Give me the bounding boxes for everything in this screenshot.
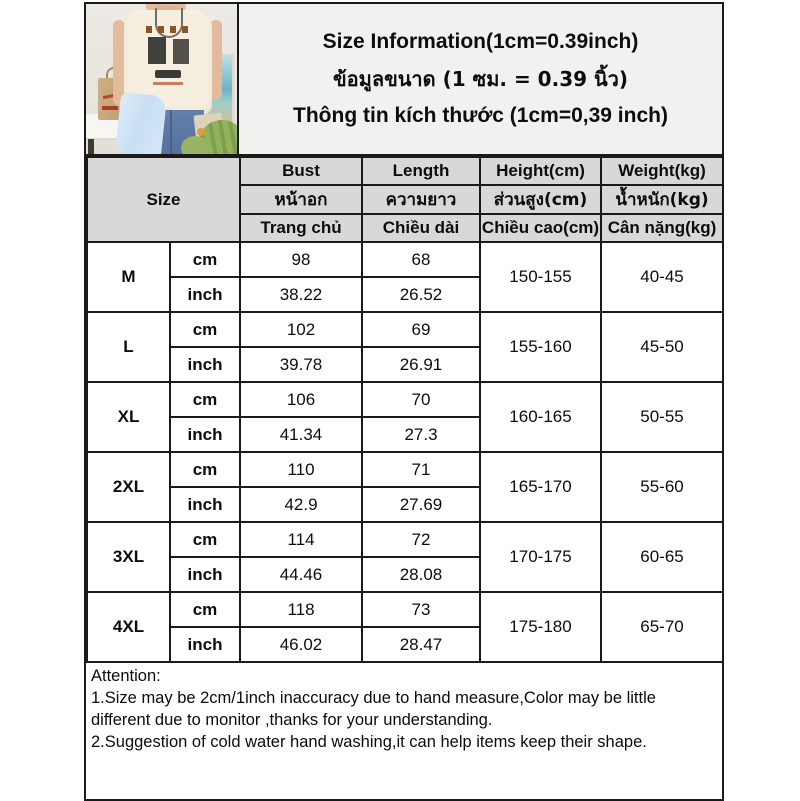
title-block — [237, 4, 722, 154]
unit-inch: inch — [170, 487, 240, 522]
bust-cm-value: 102 — [240, 312, 362, 347]
col-header-bust-vi: Trang chủ — [240, 214, 362, 242]
size-label-4xl: 4XL — [87, 592, 170, 662]
unit-cm: cm — [170, 382, 240, 417]
bust-cm-value: 118 — [240, 592, 362, 627]
col-header-bust-en: Bust — [240, 157, 362, 185]
print-letters — [146, 26, 192, 33]
table-row — [87, 592, 723, 627]
height-range: 150-155 — [480, 242, 601, 312]
paper-bag-print — [102, 106, 118, 110]
attention-heading: Attention: — [91, 667, 161, 685]
print-photo-patch — [148, 37, 166, 64]
size-label-2xl: 2XL — [87, 452, 170, 522]
bust-inch-value: 44.46 — [240, 557, 362, 592]
title-vietnamese: Thông tin kích thước (1cm=0,39 inch) — [293, 104, 668, 127]
green-melon — [181, 136, 209, 154]
jeans-seam — [170, 110, 172, 154]
size-table — [86, 156, 724, 663]
col-header-height-vi: Chiều cao(cm) — [480, 214, 601, 242]
orange-accent — [197, 128, 205, 136]
length-cm-value: 68 — [362, 242, 480, 277]
unit-inch: inch — [170, 557, 240, 592]
weight-range: 40-45 — [601, 242, 723, 312]
length-inch-value: 26.91 — [362, 347, 480, 382]
height-range: 155-160 — [480, 312, 601, 382]
col-header-length-vi: Chiều dài — [362, 214, 480, 242]
height-range: 170-175 — [480, 522, 601, 592]
tank-top-graphic-print — [146, 26, 192, 82]
length-cm-value: 72 — [362, 522, 480, 557]
unit-cm: cm — [170, 592, 240, 627]
bust-inch-value: 46.02 — [240, 627, 362, 662]
length-inch-value: 28.47 — [362, 627, 480, 662]
blue-cloth — [115, 92, 167, 154]
size-label-xl: XL — [87, 382, 170, 452]
table-row — [87, 312, 723, 347]
title-english: Size Information(1cm=0.39inch) — [322, 30, 639, 53]
attention-line-1: 1.Size may be 2cm/1inch inaccuracy due to hand measure,Color may be little different due to monitor ,thanks for your understanding. — [91, 688, 656, 729]
col-header-length-en: Length — [362, 157, 480, 185]
col-header-bust-th: หน้าอก — [240, 185, 362, 214]
weight-range: 50-55 — [601, 382, 723, 452]
size-label-l: L — [87, 312, 170, 382]
size-header-cell: Size — [87, 157, 240, 242]
col-header-height-th: ส่วนสูง(cm) — [480, 185, 601, 214]
length-inch-value: 28.08 — [362, 557, 480, 592]
weight-range: 60-65 — [601, 522, 723, 592]
print-text-line — [153, 82, 183, 85]
unit-cm: cm — [170, 522, 240, 557]
unit-cm: cm — [170, 452, 240, 487]
col-header-weight-vi: Cân nặng(kg) — [601, 214, 723, 242]
table-row — [87, 522, 723, 557]
top-section — [86, 4, 722, 156]
unit-inch: inch — [170, 277, 240, 312]
length-cm-value: 69 — [362, 312, 480, 347]
bust-inch-value: 41.34 — [240, 417, 362, 452]
height-range: 160-165 — [480, 382, 601, 452]
length-inch-value: 27.3 — [362, 417, 480, 452]
attention-notes — [86, 663, 722, 799]
table-leg — [88, 139, 94, 154]
product-photo — [86, 4, 237, 154]
weight-range: 65-70 — [601, 592, 723, 662]
bust-inch-value: 42.9 — [240, 487, 362, 522]
title-thai: ข้อมูลขนาด (1 ซม. = 0.39 นิ้ว) — [332, 67, 629, 91]
length-inch-value: 26.52 — [362, 277, 480, 312]
print-photo-patch — [173, 39, 189, 64]
size-label-m: M — [87, 242, 170, 312]
unit-cm: cm — [170, 312, 240, 347]
size-label-3xl: 3XL — [87, 522, 170, 592]
bust-cm-value: 110 — [240, 452, 362, 487]
unit-inch: inch — [170, 417, 240, 452]
height-range: 175-180 — [480, 592, 601, 662]
weight-range: 55-60 — [601, 452, 723, 522]
unit-inch: inch — [170, 627, 240, 662]
print-photo-patch — [155, 70, 181, 78]
header-row-english — [87, 157, 723, 185]
bust-cm-value: 114 — [240, 522, 362, 557]
bust-cm-value: 106 — [240, 382, 362, 417]
length-cm-value: 73 — [362, 592, 480, 627]
length-inch-value: 27.69 — [362, 487, 480, 522]
size-chart-sheet — [84, 2, 724, 801]
col-header-weight-en: Weight(kg) — [601, 157, 723, 185]
length-cm-value: 71 — [362, 452, 480, 487]
bust-cm-value: 98 — [240, 242, 362, 277]
length-cm-value: 70 — [362, 382, 480, 417]
unit-inch: inch — [170, 347, 240, 382]
bust-inch-value: 39.78 — [240, 347, 362, 382]
attention-line-2: 2.Suggestion of cold water hand washing,it can help items keep their shape. — [91, 732, 647, 751]
height-range: 165-170 — [480, 452, 601, 522]
bust-inch-value: 38.22 — [240, 277, 362, 312]
weight-range: 45-50 — [601, 312, 723, 382]
unit-cm: cm — [170, 242, 240, 277]
col-header-length-th: ความยาว — [362, 185, 480, 214]
table-row — [87, 242, 723, 277]
table-row — [87, 382, 723, 417]
col-header-height-en: Height(cm) — [480, 157, 601, 185]
col-header-weight-th: น้ำหนัก(kg) — [601, 185, 723, 214]
table-row — [87, 452, 723, 487]
